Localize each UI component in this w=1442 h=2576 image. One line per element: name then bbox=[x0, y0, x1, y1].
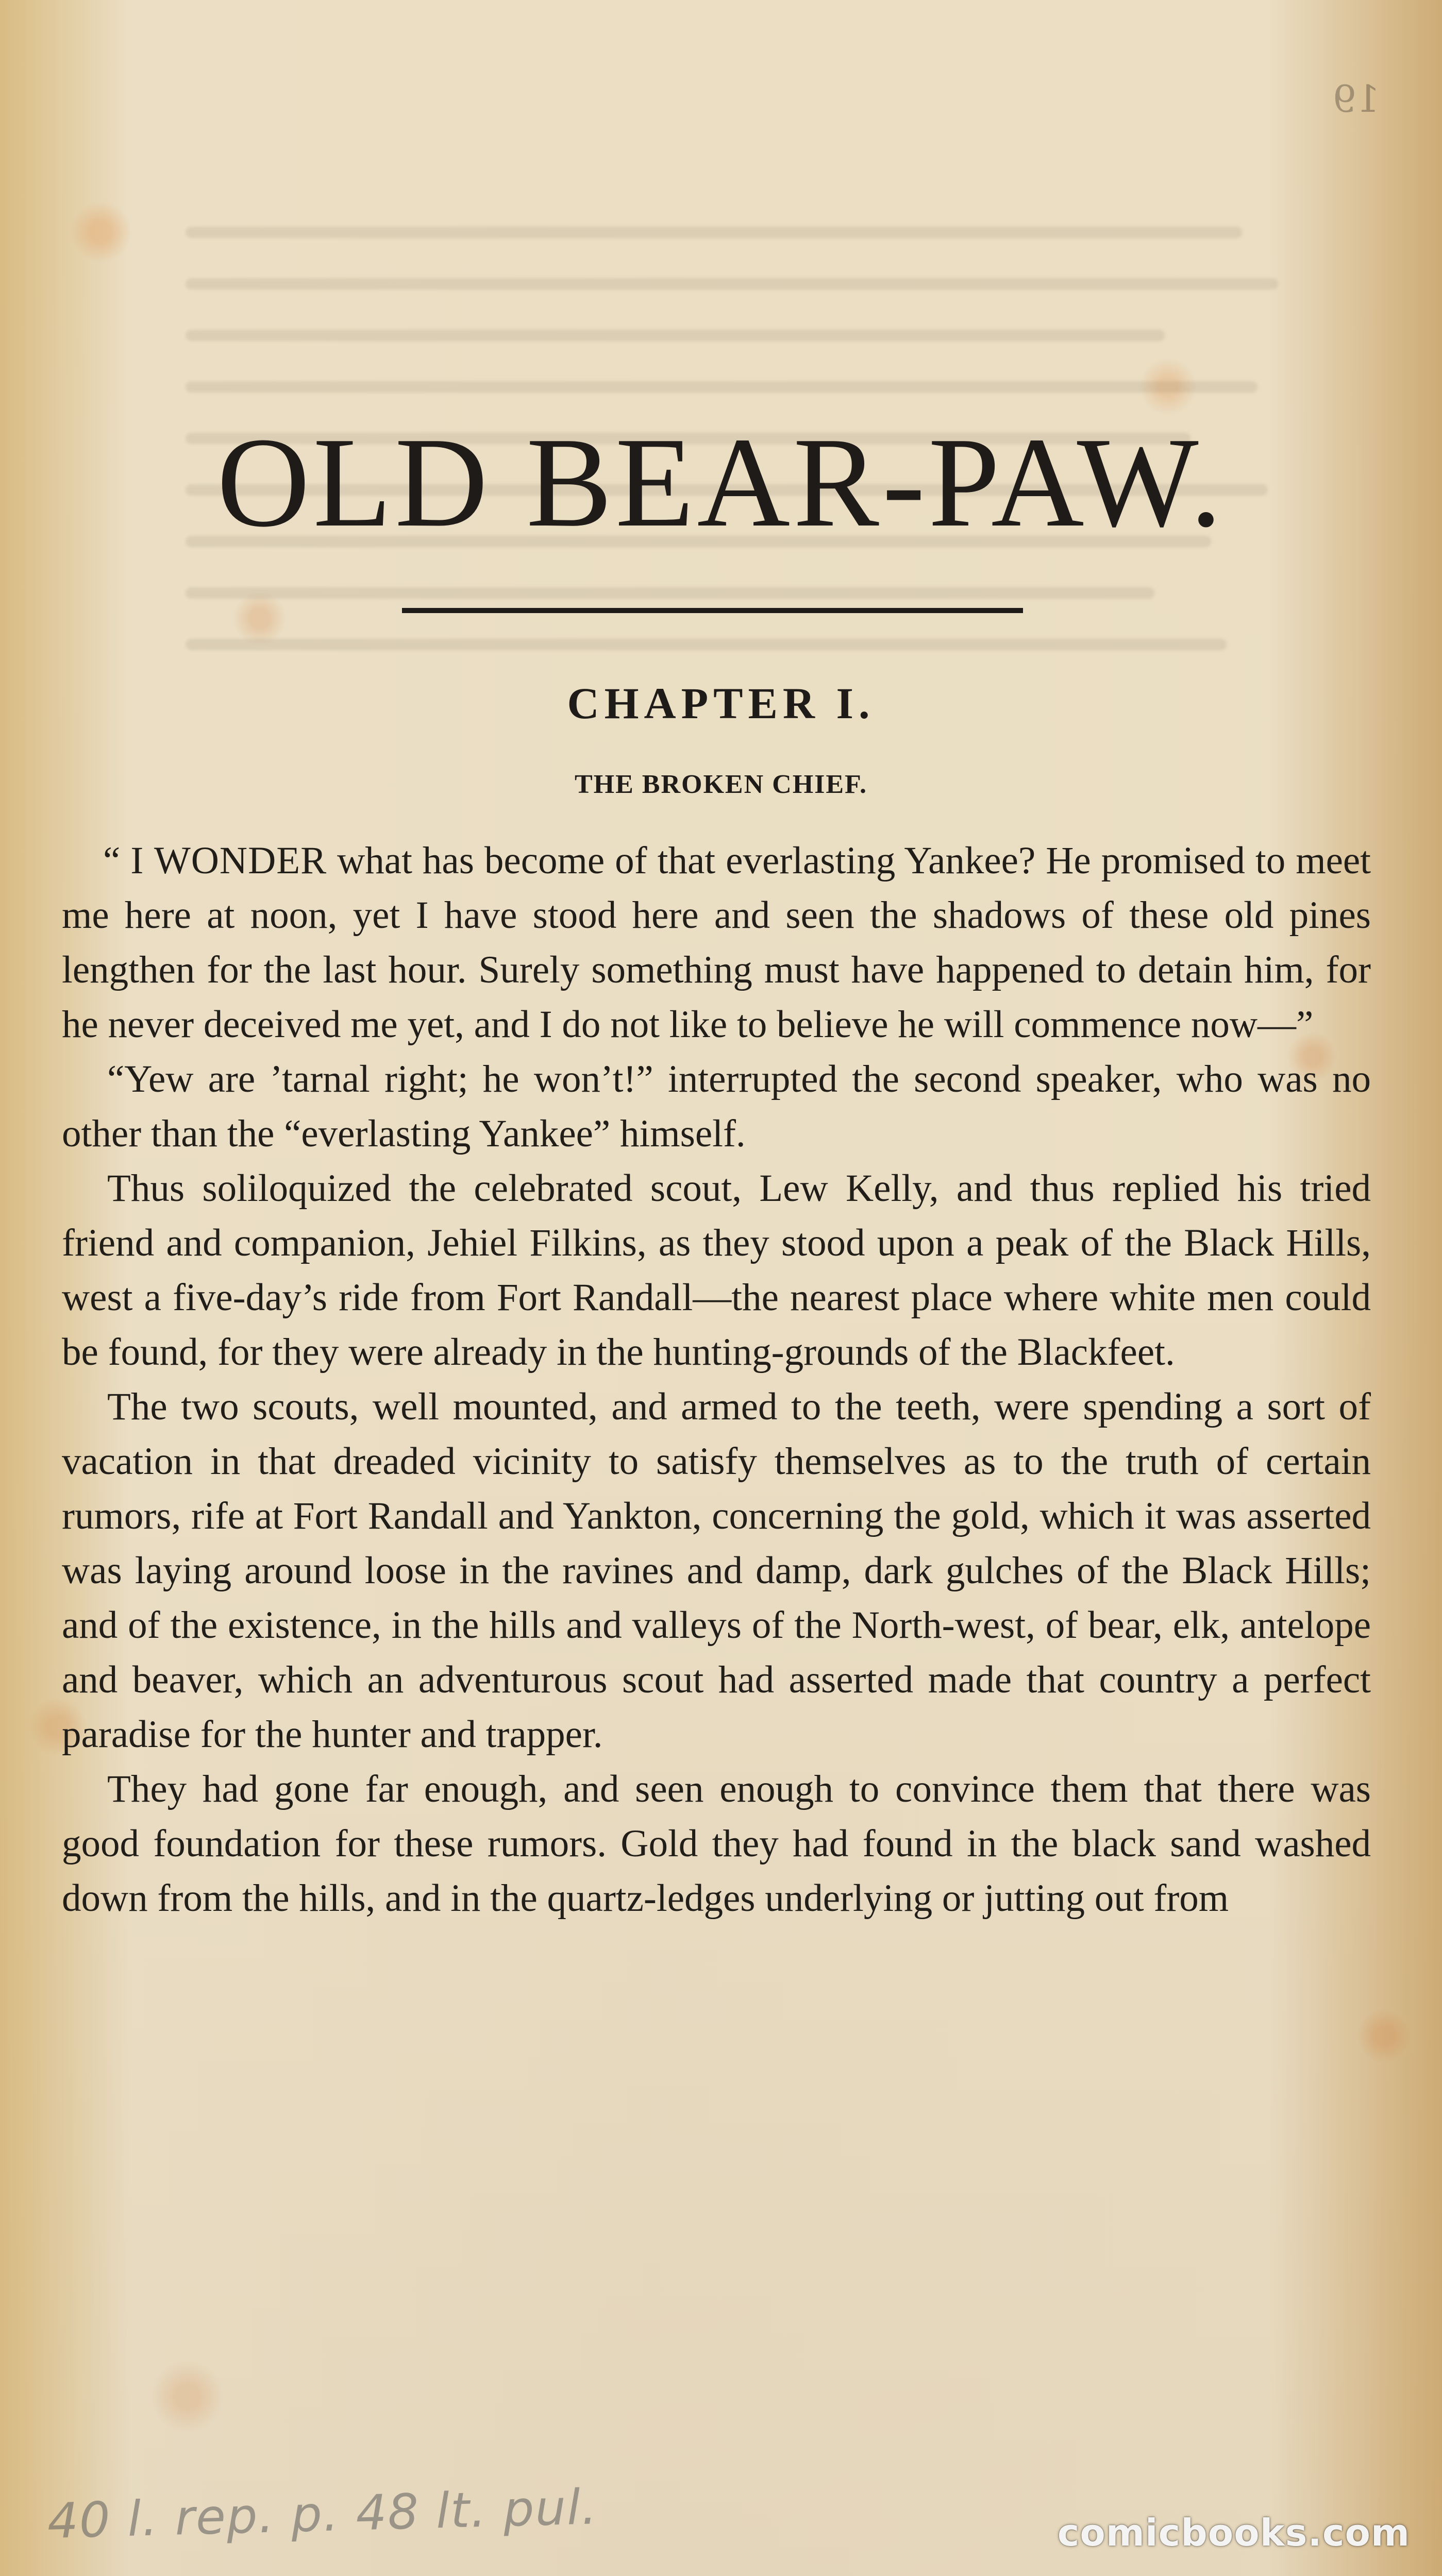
chapter-heading: CHAPTER I. bbox=[567, 679, 875, 728]
show-through-line bbox=[186, 381, 1257, 393]
paragraph-1: “ I WONDER what has become of that everlasting Yankee? He promised to meet me here at noon, yet I have stood here and seen the shadows of these old pines lengthen for the last hour. Surely something must have happened to detain him, for he never deceived me yet, and I do not like to believe he will commence now—” bbox=[62, 839, 1371, 1046]
paragraph-5: They had gone far enough, and seen enough to convince them that there was good foundation for these rumors. Gold they had found in the black sand washed down from the hills, and in the quartz-ledges underlying or jutting out from bbox=[62, 1768, 1371, 1920]
paragraph-3: Thus soliloquized the celebrated scout, Lew Kelly, and thus replied his tried friend and companion, Jehiel Filkins, as they stood upon a peak of the Black Hills, west a five-day’s ride from Fort Randall—the nearest place where white men could be found, for they were already in the hunting-grounds of the Blackfeet. bbox=[62, 1167, 1371, 1374]
paragraph-4: The two scouts, well mounted, and armed to the teeth, were spending a sort of vacation in that dreaded vicinity to satisfy themselves as to the truth of certain rumors, rife at Fort Randall and Yankton, concerning the gold, which it was asserted was laying around loose in the ravines and damp, dark gulches of the Black Hills; and of the existence, in the hills and valleys of the North-west, of bear, elk, antelope and beaver, which an adventurous scout had asserted made that country a perfect paradise for the hunter and trapper. bbox=[62, 1385, 1371, 1756]
paragraph-2: “Yew are ’tarnal right; he won’t!” interrupted the second speaker, who was no other than the “everlasting Yankee” himself. bbox=[62, 1058, 1371, 1155]
show-through-line bbox=[186, 330, 1165, 341]
body-text bbox=[62, 834, 1371, 1926]
page-number: 19 bbox=[1333, 77, 1380, 121]
pencil-annotation: 40 l. rep. p. 48 lt. pul. bbox=[46, 2479, 599, 2550]
show-through-line bbox=[186, 227, 1242, 238]
show-through-line bbox=[186, 639, 1227, 650]
paragraph-1-text: what has become of that everlasting Yankee? He promised to meet me here at noon, yet I have stood here and seen the shadows of these old pines lengthen for the last hour. Surely something must have happened to detain him, for he never deceived me yet, and I do not like to believe he will commence now—” bbox=[62, 839, 1371, 1046]
show-through-line bbox=[186, 587, 1154, 599]
title-rule bbox=[402, 608, 1023, 613]
site-watermark: comicbooks.com bbox=[1057, 2511, 1410, 2554]
chapter-subtitle: THE BROKEN CHIEF. bbox=[574, 770, 868, 799]
show-through-line bbox=[186, 278, 1278, 290]
opening-small-caps: I WONDER bbox=[130, 839, 327, 882]
book-title: OLD BEAR-PAW. bbox=[216, 411, 1226, 554]
